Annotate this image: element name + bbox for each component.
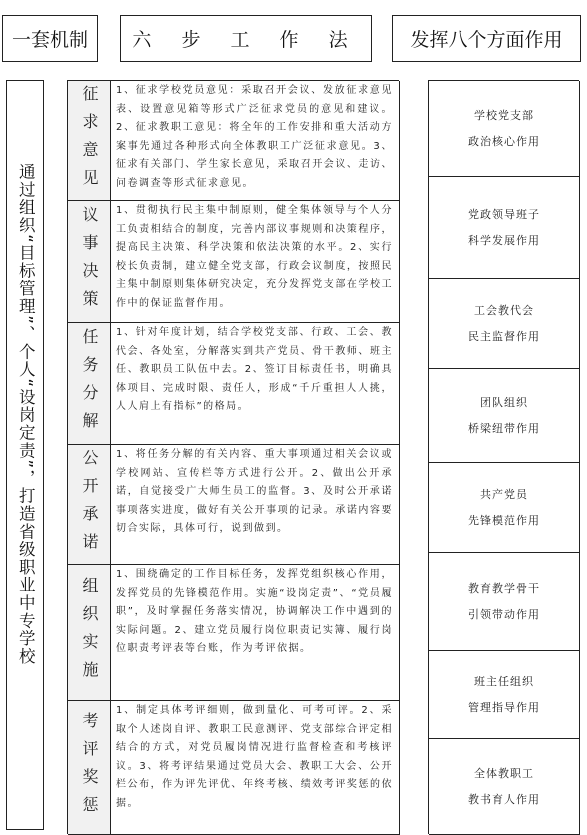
role-name: 班主任组织 <box>474 674 534 688</box>
role-name: 全体教职工 <box>474 766 534 780</box>
step-title: 任务分解 <box>80 327 99 440</box>
role-function: 引领带动作用 <box>468 607 540 621</box>
role-function: 桥梁纽带作用 <box>468 421 540 435</box>
role-name: 团队组织 <box>480 395 528 409</box>
role-function: 民主监督作用 <box>468 329 540 343</box>
step-description: 1、贯彻执行民主集中制原则，健全集体领导与个人分工负责相结合的制度，完善内部议事规则和决策程序，提高民主决策、科学决策和依法决策的水平。2、实行校长负责制，建立健全党支部，行政会议制度，按照民主集中制原则集体研究决定，充分发挥党支部在学校工作中的保证监督作用。 <box>116 205 393 309</box>
role-name: 共产党员 <box>480 487 528 501</box>
role-item <box>429 279 580 369</box>
role-item <box>429 651 580 739</box>
step-title: 公开承诺 <box>80 448 99 561</box>
mechanism-panel <box>6 80 44 830</box>
step-title: 考评奖惩 <box>80 711 99 824</box>
eight-roles-list <box>428 80 579 834</box>
step-title-cell <box>68 201 111 322</box>
header-eight-roles: 发挥八个方面作用 <box>392 15 581 62</box>
role-function: 科学发展作用 <box>468 233 540 247</box>
step-description: 1、制定具体考评细则，做到量化、可考可评。2、采取个人述岗自评、教职工民意测评、党支部综合评定相结合的方式，对党员履岗情况进行监督检查和考核评议。3、将考评结果通过党员大会、教职工大会、公开栏公布，作为评先评优、年终考核、绩效考评奖惩的依据。 <box>116 705 393 809</box>
role-function: 先锋模范作用 <box>468 513 540 527</box>
role-function: 教书育人作用 <box>468 792 540 806</box>
step-row-5 <box>68 565 400 701</box>
step-row-6 <box>68 701 400 835</box>
role-item <box>429 369 580 463</box>
step-title: 征求意见 <box>80 84 99 197</box>
role-item <box>429 463 580 553</box>
step-description: 1、围绕确定的工作目标任务，发挥党组织核心作用，发挥党员的先锋模范作用。实施“设岗定责”、“党员履职”，及时掌握任务落实情况，协调解决工作中遇到的实际问题。2、建立党员履行岗位职责记实簿、履行岗位职责考评表等台账，作为考评依据。 <box>116 569 393 655</box>
header-six-step-method: 六 步 工 作 法 <box>120 15 372 62</box>
role-name: 工会教代会 <box>474 303 534 317</box>
role-item <box>429 553 580 651</box>
step-title-cell <box>68 701 111 834</box>
role-function: 政治核心作用 <box>468 134 540 148</box>
step-description: 1、征求学校党员意见：采取召开会议、发放征求意见表、设置意见箱等形式广泛征求党员的意见和建议。2、征求教职工意见：将全年的工作安排和重大活动方案事先通过各种形式向全体教职工广泛征求意见。3、征求有关部门、学生家长意见，采取召开会议、走访、问卷调查等形式征求意见。 <box>116 85 393 189</box>
step-title: 议事决策 <box>80 205 99 318</box>
step-description: 1、针对年度计划，结合学校党支部、行政、工会、教代会、各处室，分解落实到共产党员、骨干教师、班主任、教职员工队伍中去。2、签订目标责任书，明确具体项目、完成时限、责任人，形成“千斤重担人人挑，人人肩上有指标”的格局。 <box>116 327 393 413</box>
step-title-cell <box>68 323 111 444</box>
step-row-4 <box>68 445 400 565</box>
role-name: 学校党支部 <box>474 108 534 122</box>
role-item <box>429 81 580 177</box>
header-one-mechanism: 一套机制 <box>2 15 98 62</box>
role-name: 党政领导班子 <box>468 207 540 221</box>
step-title-cell <box>68 565 111 700</box>
step-row-3 <box>68 323 400 445</box>
role-name: 教育教学骨干 <box>468 581 540 595</box>
step-title: 组织实施 <box>80 576 99 689</box>
mechanism-text: 通过组织“目标管理”、个人“设岗定责”，打造省级职业中专学校 <box>16 163 36 666</box>
step-row-1 <box>68 81 400 201</box>
step-title-cell <box>68 445 111 564</box>
role-function: 管理指导作用 <box>468 700 540 714</box>
role-item <box>429 177 580 279</box>
role-item <box>429 739 580 835</box>
step-row-2 <box>68 201 400 323</box>
six-step-table <box>67 80 399 834</box>
step-title-cell <box>68 81 111 200</box>
step-description: 1、将任务分解的有关内容、重大事项通过相关会议或学校网站、宣传栏等方式进行公开。2、做出公开承诺，自觉接受广大师生员工的监督。3、及时公开承诺事项落实进度，做好有关公开事项的记录。承诺内容要切合实际，具体可行，说到做到。 <box>116 449 393 535</box>
